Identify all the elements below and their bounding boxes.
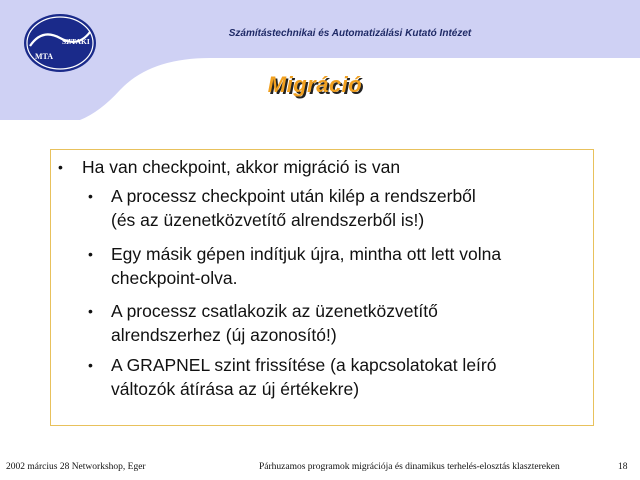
bullet-level1: Ha van checkpoint, akkor migráció is van bbox=[82, 157, 401, 177]
bullet-3-line-2: alrendszerhez (új azonosító!) bbox=[111, 325, 337, 345]
bullet-1-line-2: (és az üzenetközvetítő alrendszerből is!) bbox=[111, 210, 425, 230]
footer-left: 2002 március 28 Networkshop, Eger bbox=[6, 462, 146, 472]
logo-mta-text: MTA bbox=[35, 52, 54, 61]
slide-title: Migráció bbox=[267, 72, 363, 97]
footer-center: Párhuzamos programok migrációja és dinamikus terhelés-elosztás klasztereken bbox=[259, 462, 560, 472]
mta-sztaki-logo bbox=[22, 12, 98, 74]
bullet-4-line-2: változók átírása az új értékekre) bbox=[111, 379, 360, 399]
bullet-2-line-2: checkpoint-olva. bbox=[111, 268, 238, 288]
bullet-2-line-1: Egy másik gépen indítjuk újra, mintha ott lett volna bbox=[111, 244, 502, 264]
institute-name: Számítástechnikai és Automatizálási Kutató Intézet bbox=[228, 28, 472, 39]
bullet-dot-level2: • bbox=[88, 357, 93, 373]
bullet-dot-level2: • bbox=[88, 303, 93, 319]
logo-sztaki-text: SZTAKI bbox=[62, 37, 90, 46]
bullet-3-line-1: A processz csatlakozik az üzenetközvetítő bbox=[111, 301, 438, 321]
content-box bbox=[50, 149, 594, 426]
bullet-dot-level1: • bbox=[58, 159, 63, 175]
bullet-1-line-1: A processz checkpoint után kilép a rendszerből bbox=[111, 186, 476, 206]
bullet-dot-level2: • bbox=[88, 246, 93, 262]
page-number: 18 bbox=[618, 462, 628, 472]
bullet-dot-level2: • bbox=[88, 188, 93, 204]
bullet-4-line-1: A GRAPNEL szint frissítése (a kapcsolatokat leíró bbox=[111, 355, 497, 375]
